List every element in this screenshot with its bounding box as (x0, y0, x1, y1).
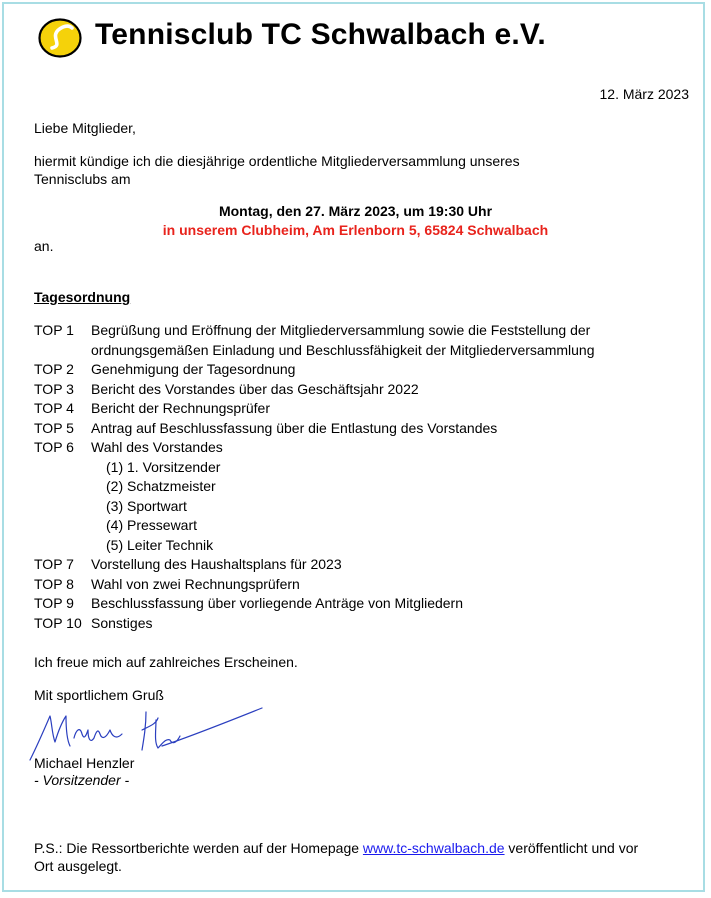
agenda-item (34, 321, 694, 360)
agenda-item (34, 575, 694, 595)
agenda-text: Sonstiges (91, 614, 153, 631)
agenda-number: TOP 8 (34, 575, 74, 592)
agenda-text: Bericht des Vorstandes über das Geschäftsjahr 2022 (91, 380, 419, 397)
agenda-text: Genehmigung der Tagesordnung (91, 361, 296, 377)
agenda-item (34, 438, 694, 458)
greeting: Liebe Mitglieder, (34, 120, 136, 136)
agenda-text: Vorstellung des Haushaltsplans für 2023 (91, 556, 342, 572)
agenda-text: Antrag auf Beschlussfassung über die Entlastung des Vorstandes (91, 419, 498, 436)
agenda-item (34, 555, 694, 575)
agenda-heading: Tagesordnung (34, 289, 131, 305)
agenda-number: TOP 3 (34, 380, 74, 397)
agenda-number: TOP 7 (34, 556, 74, 572)
agenda-number: TOP 2 (34, 361, 74, 377)
agenda-item (34, 614, 694, 634)
agenda-number: TOP 6 (34, 439, 74, 455)
signer-name: Michael Henzler (34, 755, 135, 771)
agenda-item (34, 594, 694, 614)
agenda-text: Begrüßung und Eröffnung der Mitgliederversammlung sowie die Feststellung der ordnungsgemäßen Einladung und Beschlussfähigkeit der Mitgliederversammlung (91, 322, 595, 358)
intro-line-2: Tennisclubs am (34, 171, 131, 187)
agenda-item (34, 360, 694, 380)
agenda-list (34, 321, 694, 633)
regards: Mit sportlichem Gruß (34, 687, 164, 703)
signer-role: - Vorsitzender - (34, 772, 130, 788)
agenda-text: Wahl von zwei Rechnungsprüfern (91, 575, 300, 592)
agenda-text: Wahl des Vorstandes (91, 439, 223, 455)
agenda-number: TOP 1 (34, 322, 74, 338)
ps-line-1 (34, 839, 638, 859)
meeting-location: in unserem Clubheim, Am Erlenborn 5, 65824 Schwalbach (162, 222, 549, 238)
board-position: (5) Leiter Technik (106, 536, 214, 553)
agenda-item (34, 419, 694, 439)
agenda-item (34, 380, 694, 400)
club-title: Tennisclub TC Schwalbach e.V. (95, 18, 546, 51)
board-position: (3) Sportwart (106, 497, 187, 514)
agenda-number: TOP 10 (34, 614, 82, 631)
ps-text: P.S.: Die Ressortberichte werden auf der Homepage (34, 840, 363, 856)
meeting-datetime: Montag, den 27. März 2023, um 19:30 Uhr (218, 203, 493, 219)
intro-line-1: hiermit kündige ich die diesjährige ordentliche Mitgliederversammlung unseres (34, 153, 520, 169)
closing-line: Ich freue mich auf zahlreiches Erscheinen. (34, 654, 298, 670)
intro-end: an. (34, 238, 54, 254)
homepage-link[interactable]: www.tc-schwalbach.de (362, 840, 505, 856)
agenda-item (34, 399, 694, 419)
ps-line-2: Ort ausgelegt. (34, 858, 122, 874)
board-position: (4) Pressewart (106, 517, 198, 533)
letter-date: 12. März 2023 (599, 86, 689, 102)
agenda-number: TOP 5 (34, 419, 74, 436)
agenda-number: TOP 4 (34, 400, 74, 416)
agenda-text: Beschlussfassung über vorliegende Anträge von Mitgliedern (91, 595, 464, 611)
agenda-number: TOP 9 (34, 595, 74, 611)
ps-text-after-link: veröffentlicht und vor (504, 840, 639, 856)
agenda-text: Bericht der Rechnungsprüfer (91, 400, 270, 416)
board-position: (1) 1. Vorsitzender (106, 458, 221, 475)
board-position: (2) Schatzmeister (106, 478, 216, 494)
tennis-ball-logo-icon (38, 18, 82, 58)
